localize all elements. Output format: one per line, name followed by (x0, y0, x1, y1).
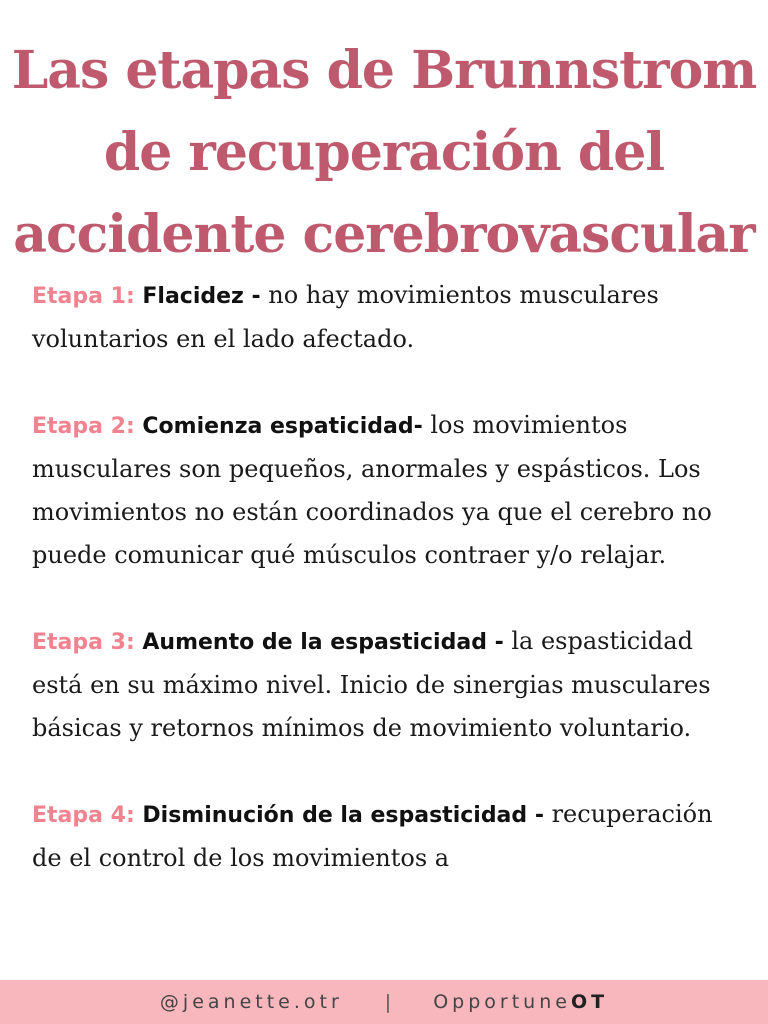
stages-list (32, 274, 747, 923)
stage-label: Etapa 4: (32, 803, 135, 828)
stage-name: Aumento de la espasticidad - (142, 630, 504, 655)
stage-name: Disminución de la espasticidad - (142, 803, 544, 828)
stage-name: Comienza espaticidad- (142, 414, 423, 439)
stage-3 (32, 620, 747, 750)
title-line-1: Las etapas de Brunnstrom (11, 40, 757, 101)
stage-label: Etapa 3: (32, 630, 135, 655)
stage-name: Flacidez - (142, 284, 261, 309)
footer-handle: @jeanette.otr (159, 991, 343, 1013)
stage-description: recuperación de el control de los movimientos a (32, 800, 713, 872)
footer-separator: | (384, 991, 392, 1013)
stage-description: la espasticidad está en su máximo nivel. Inicio de sinergias musculares básicas y retornos mínimos de movimiento voluntario. (32, 627, 711, 742)
stage-2 (32, 404, 747, 577)
page-title (0, 30, 768, 276)
footer-brand-regular: Opportune (433, 991, 571, 1013)
stage-label: Etapa 1: (32, 284, 135, 309)
title-line-2: de recuperación del (103, 122, 665, 183)
stage-1 (32, 274, 747, 361)
title-line-3: accidente cerebrovascular (13, 204, 755, 265)
stage-label: Etapa 2: (32, 414, 135, 439)
footer-brand-bold: OT (570, 991, 609, 1013)
stage-description: los movimientos musculares son pequeños, anormales y espásticos. Los movimientos no están coordinados ya que el cerebro no puede comunicar qué músculos contraer y/o relajar. (32, 411, 712, 569)
stage-4 (32, 793, 747, 880)
footer-brand (433, 991, 608, 1013)
footer-bar (0, 980, 768, 1024)
stage-description: no hay movimientos musculares voluntarios en el lado afectado. (32, 281, 659, 353)
